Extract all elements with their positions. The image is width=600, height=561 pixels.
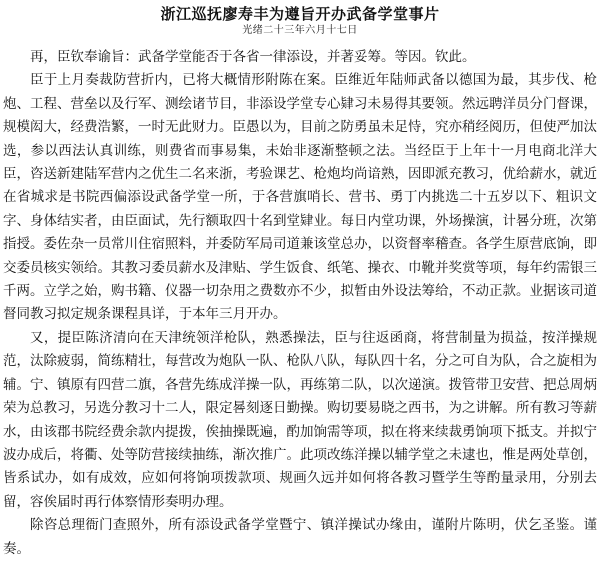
document-title: 浙江巡抚廖寿丰为遵旨开办武备学堂事片 <box>160 5 440 23</box>
paragraph-1: 再，臣钦奉谕旨：武备学堂能否于各省一律添设，并著妥筹。等因。钦此。 <box>30 49 476 65</box>
paragraph-3: 又，提臣陈济清向在天津统领洋枪队，熟悉操法，臣与往返函商，将营制量为损益，按洋操规范，汰除疲弱，简练精壮，每营改为炮队一队、枪队八队，每队四十名，分之可自为队，合之旋相为辅。宁、镇原有四营二旗，各营先练成洋操一队，再练第二队，以次递演。拨管带卫安营、把总周炳荣为总教习，另选分教习十二人，限定晷刻逐日勤操。购切要易晓之西书，为之讲解。所有教习等薪水，由该郡书院经费余款内提拨，俟抽操既遍，酌加饷需等项，拟在将来续裁勇饷项下抵支。并拟宁波办成后，将衢、处等防营接续抽练，渐次推广。此项改练洋操以辅学堂之未逮也，惟是两处草创，皆系试办，如有成效，应如何将饷项拨款项、规画久远并如何将各教习暨学生等酌量录用，分别去留，容俟届时再行体察情形奏明办理。 <box>3 329 597 510</box>
document-date: 光绪二十三年六月十七日 <box>242 25 358 36</box>
paragraph-4: 除咨总理衙门查照外，所有添设武备学堂暨宁、镇洋操试办缘由，谨附片陈明，伏乞圣鉴。谨奏。 <box>3 517 597 557</box>
paragraph-2: 臣于上月奏裁防营折内，已将大概情形附陈在案。臣维近年陆师武备以德国为最，其步伐、枪炮、工程、营垒以及行军、测绘诸节目，非添设学堂专心肄习未易得其要领。然远聘洋员分门督课，规模闳大，经费浩繁，一时无此财力。臣愚以为，目前之防勇虽未足恃，究亦稍经阅历，但使严加汰选，参以西法认真训练，则费省而事易集，未始非逐渐整顿之法。当经臣于上年十一月电商北洋大臣，咨送新建陆军营内之优生二名来浙，考验课艺、枪炮均尚谙熟，因即派充教习，优给薪水，就近在省城求是书院西偏添设武备学堂一所，于各营旗哨长、营书、勇丁内挑选二十五岁以下、粗识文字、身体结实者，由臣面试，先行额取四十名到堂肄业。每日内堂功课，外场操演，计晷分班，次第指授。委佐杂一员常川住宿照料，并委防军局司道兼该堂总办，以资督率稽查。各学生原营底饷，即交委员核实领给。其教习委员薪水及津贴、学生饭食、纸笔、操衣、巾靴并奖赏等项，每年约需银三千两。立学之始，购书籍、仪器一切杂用之费数亦不少，拟暂由外设法筹给，不动正款。业据该司道督同教习拟定规条课程具详，于本年三月开办。 <box>3 72 597 323</box>
